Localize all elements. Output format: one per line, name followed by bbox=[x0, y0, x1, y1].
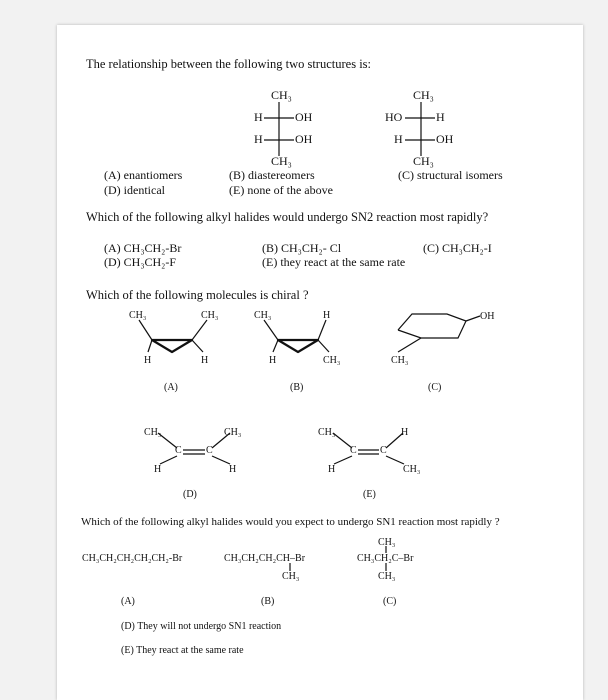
q2-option-a: (A) CH₃CH₂-Br bbox=[104, 241, 182, 255]
q2-prompt: Which of the following alkyl halides would undergo SN2 reaction most rapidly? bbox=[86, 210, 489, 224]
q3d-ch3-left: CH₃ bbox=[144, 427, 162, 438]
q4b-substituent: CH₃ bbox=[282, 571, 300, 582]
q3c-ch3: CH₃ bbox=[391, 355, 409, 366]
q4-label-a: (A) bbox=[121, 596, 135, 607]
fischer-right-r2-right: OH bbox=[436, 132, 454, 146]
q1-option-d: (D) identical bbox=[104, 183, 165, 197]
q3a-h-left: H bbox=[144, 355, 152, 366]
q1-option-e: (E) none of the above bbox=[229, 183, 333, 197]
q1-prompt: The relationship between the following two structures is: bbox=[86, 57, 372, 71]
q4a-structure: CH₃CH₂CH₂CH₂CH₂-Br bbox=[82, 553, 183, 564]
q1-option-b: (B) diastereomers bbox=[229, 168, 315, 182]
fischer-right-bottom: CH₃ bbox=[413, 154, 434, 168]
fischer-right-r2-left: H bbox=[394, 132, 403, 146]
q3e-ch3-left: CH₃ bbox=[318, 427, 336, 438]
q2-option-b: (B) CH₃CH₂- Cl bbox=[262, 241, 342, 255]
q3d-ch3-right: CH₃ bbox=[224, 427, 242, 438]
q4-option-e: (E) They react at the same rate bbox=[121, 645, 244, 656]
q3-label-d: (D) bbox=[183, 489, 197, 500]
q2-option-e: (E) they react at the same rate bbox=[262, 255, 406, 269]
q3b-ch3-left: CH₃ bbox=[254, 310, 272, 321]
q1-option-c: (C) structural isomers bbox=[398, 168, 503, 182]
q4b-structure: CH₃CH₂CH₂CH–Br bbox=[224, 553, 306, 564]
q4-label-b: (B) bbox=[261, 596, 275, 607]
q3b-ch3-bottom: CH₃ bbox=[323, 355, 341, 366]
q4c-structure: CH₃CH₂C–Br bbox=[357, 553, 414, 564]
fischer-right-r1-right: H bbox=[436, 110, 445, 124]
q3c-oh: OH bbox=[480, 311, 495, 322]
q3b-h-bottom: H bbox=[269, 355, 277, 366]
fischer-left-r1-right: OH bbox=[295, 110, 313, 124]
q3-prompt: Which of the following molecules is chiral ? bbox=[86, 288, 309, 302]
q3-label-a: (A) bbox=[164, 382, 178, 393]
fischer-left-r2-left: H bbox=[254, 132, 263, 146]
q3e-carbon-2: C bbox=[380, 445, 387, 456]
q3b-h-top: H bbox=[323, 310, 331, 321]
fischer-right-r1-left: HO bbox=[385, 110, 403, 124]
q3d-h-right: H bbox=[229, 464, 237, 475]
q3b-cyclopropane-ring bbox=[278, 340, 318, 352]
q4c-bottom-substituent: CH₃ bbox=[378, 571, 396, 582]
q3a-cyclopropane-ring bbox=[152, 340, 192, 352]
q2-option-d: (D) CH₃CH₂-F bbox=[104, 255, 177, 269]
fischer-left-r2-right: OH bbox=[295, 132, 313, 146]
q4-label-c: (C) bbox=[383, 596, 397, 607]
q3e-h-right: H bbox=[401, 427, 409, 438]
q3a-ch3-right: CH₃ bbox=[201, 310, 219, 321]
q3c-chair-ring bbox=[398, 314, 466, 338]
q3e-carbon-1: C bbox=[350, 445, 357, 456]
q3d-carbon-1: C bbox=[175, 445, 182, 456]
q3-label-c: (C) bbox=[428, 382, 442, 393]
q1-option-a: (A) enantiomers bbox=[104, 168, 183, 182]
q3e-h-left: H bbox=[328, 464, 336, 475]
fischer-left-top: CH₃ bbox=[271, 88, 292, 102]
q4c-top-substituent: CH₃ bbox=[378, 537, 396, 548]
q3e-ch3-right: CH₃ bbox=[403, 464, 421, 475]
q3d-h-left: H bbox=[154, 464, 162, 475]
q3-label-e: (E) bbox=[363, 489, 376, 500]
q3a-h-right: H bbox=[201, 355, 209, 366]
fischer-right-top: CH₃ bbox=[413, 88, 434, 102]
q2-option-c: (C) CH₃CH₂-I bbox=[423, 241, 492, 255]
q4-prompt: Which of the following alkyl halides would you expect to undergo SN1 reaction most rapidly ? bbox=[81, 516, 500, 528]
fischer-left-bottom: CH₃ bbox=[271, 154, 292, 168]
q3-label-b: (B) bbox=[290, 382, 304, 393]
q4-option-d: (D) They will not undergo SN1 reaction bbox=[121, 621, 282, 632]
q3d-carbon-2: C bbox=[206, 445, 213, 456]
q3a-ch3-left: CH₃ bbox=[129, 310, 147, 321]
fischer-left-r1-left: H bbox=[254, 110, 263, 124]
